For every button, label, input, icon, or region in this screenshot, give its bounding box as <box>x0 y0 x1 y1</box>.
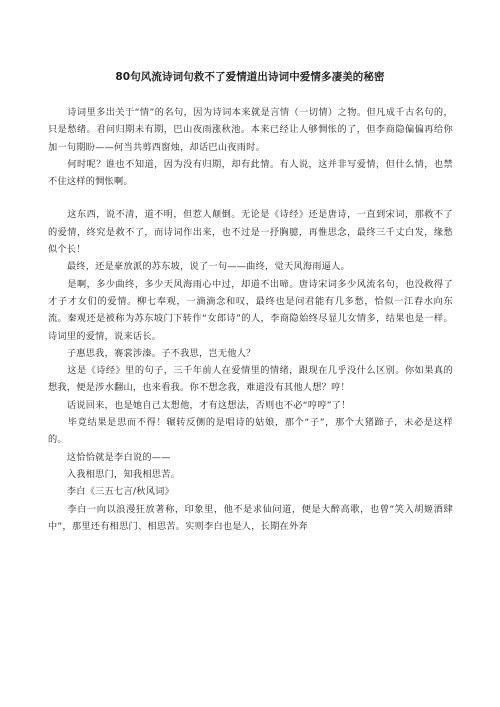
paragraph: 李白《三五七言/秋风词》 <box>48 486 175 498</box>
paragraph: 话说回来，也是她自己太想他，才有这想法，否则也不必“哼哼”了！ <box>48 399 351 411</box>
paragraph: 子惠思我，褰裳涉溱。子不我思，岂无他人？ <box>48 347 256 359</box>
document-body <box>48 104 453 535</box>
paragraph: 是啊，多少曲终，多少天风海雨心中过，却道不出啼。唐诗宋词多少风流名句，也没救得了才子才女们的爱情。柳七奉观，一滴滴念和叹，最终也是问君能有几多愁，恰似一江春水向东流。秦观还是被称为苏东坡门下转作“女郎诗”的人，李商隐始终尽显儿女情多，结果也是一样。诗词里的爱情，说来话长。 <box>48 278 453 342</box>
paragraph: 入我相思门，知我相思苦。 <box>48 468 181 480</box>
paragraph: 毕竟结果是思而不得！辗转反侧的是唱诗的姑娘，那个“子”，那个大猪蹄子，未必是这样的。 <box>48 417 453 446</box>
paragraph: 诗词里多出关于“情”的名句，因为诗词本来就是言情（一切情）之物。但凡成千古名句的，只是愁绪。君问归期未有期，巴山夜雨涨秋池。本来已经让人够惆怅的了，但李商隐偏偏再给你加一句期盼——何当共剪西窗烛，却话巴山夜雨时。 <box>48 107 453 153</box>
paragraph: 何时呢？谁也不知道，因为没有归期，却有此情。有人说，这并非写爱情，但什么情，也禁不住这样的惆怅啊。 <box>48 158 453 188</box>
paragraph: 最终，还是豪放派的苏东坡，说了一句——曲终，觉天风海雨逼人。 <box>48 261 350 273</box>
paragraph-gap <box>48 190 453 206</box>
paragraph: 这东西，说不清，道不明，但惹人颠倒。无论是《诗经》还是唐诗，一直到宋词，那救不了的爱情，终究是救不了，而诗词作出来，也不过是一抒胸臆，再惟思念，最终三千丈白发，缘愁似个长！ <box>48 209 453 256</box>
paragraph: 李白一向以浪漫狂放著称，印象里，他不是求仙问道，便是大醉高歌，也曾“笑入胡姬酒肆中”，那里还有相思门、相思苦。实则李白也是人，长期在外奔 <box>48 503 453 532</box>
paragraph: 这恰恰就是李白说的—— <box>48 451 171 463</box>
document-title: 80句风流诗词句救不了爱情道出诗词中爱情多凄美的秘密 <box>115 71 385 83</box>
paragraph: 这是《诗经》里的句子，三千年前人在爱情里的情绪，跟现在几乎没什么区别。你如果真的想我，便是涉水翻山，也来看我。你不想念我，难道没有其他人想？哼！ <box>48 365 453 394</box>
